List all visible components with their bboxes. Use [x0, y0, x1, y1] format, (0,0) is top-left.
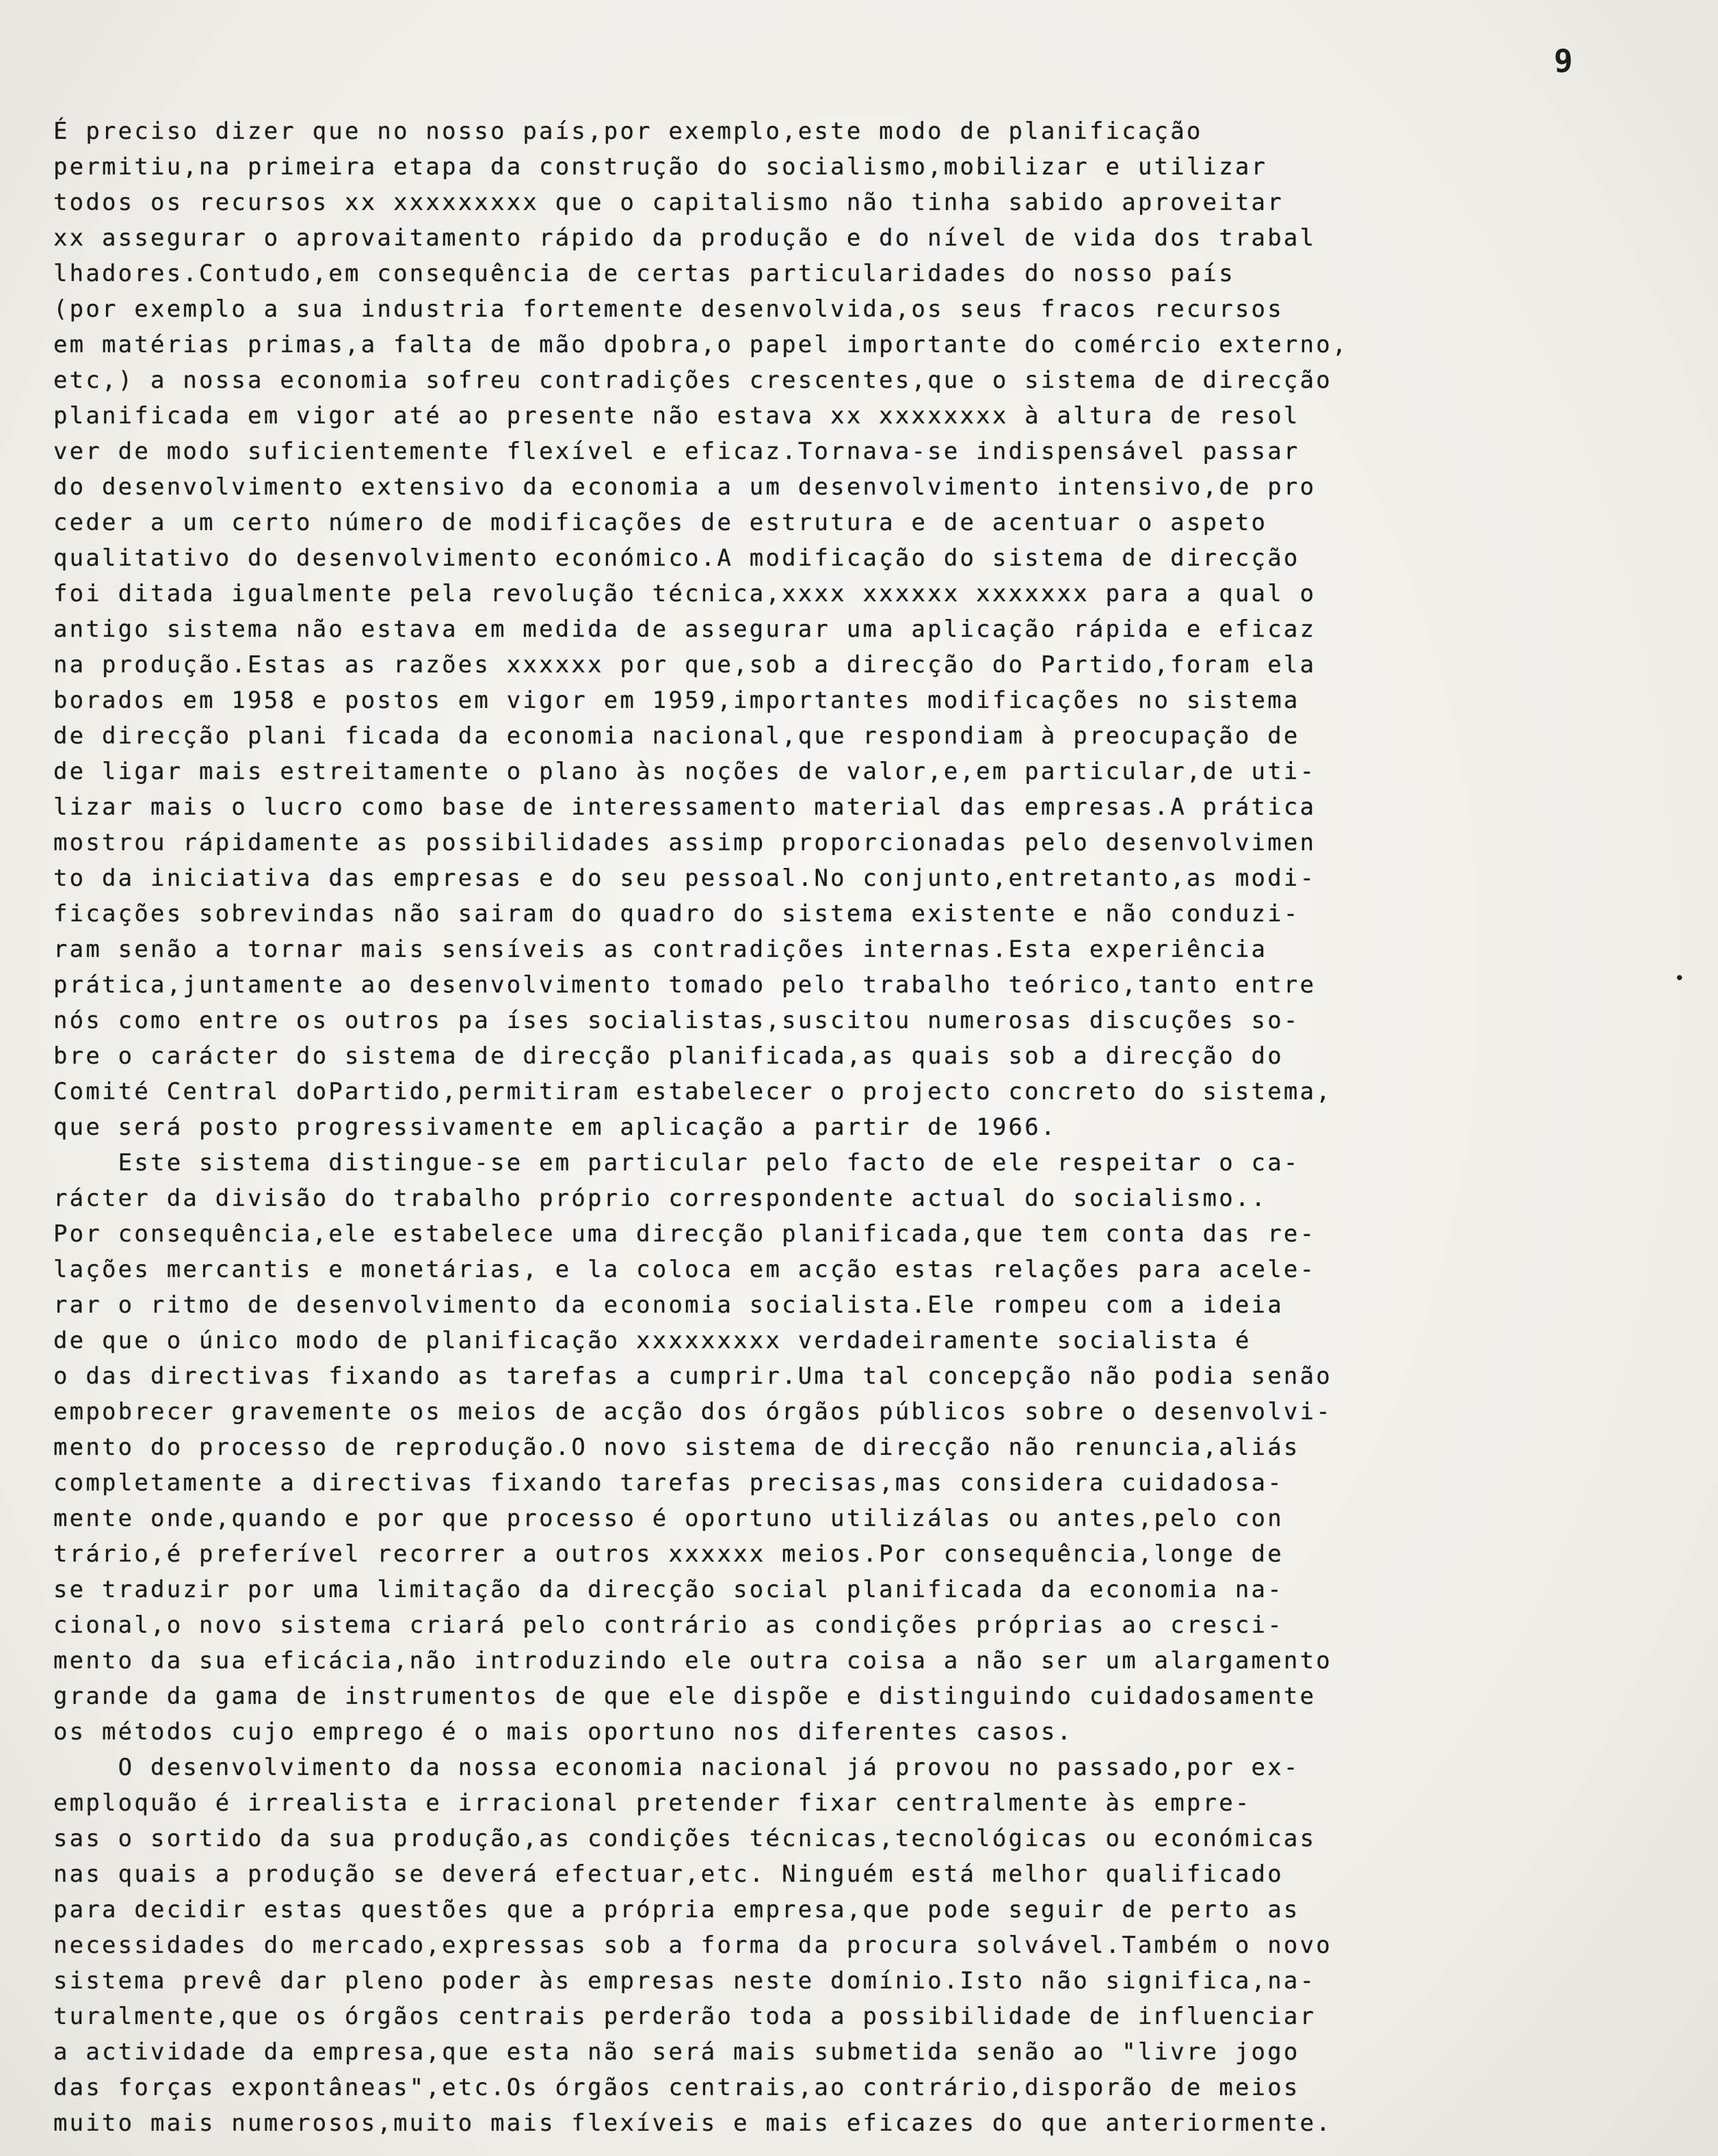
text-line: lhadores.Contudo,em consequência de certas particularidades do nosso país	[53, 260, 1235, 287]
margin-mark: •	[1674, 969, 1685, 989]
text-line: rar o ritmo de desenvolvimento da economia socialista.Ele rompeu com a ideia	[53, 1291, 1284, 1319]
text-line: mento da sua eficácia,não introduzindo ele outra coisa a não ser um alargamento	[53, 1647, 1332, 1674]
text-line: Comité Central doPartido,permitiram estabelecer o projecto concreto do sistema,	[53, 1078, 1332, 1105]
text-line: os métodos cujo emprego é o mais oportuno nos diferentes casos.	[53, 1718, 1074, 1746]
text-line: de que o único modo de planificação xxxxxxxxx verdadeiramente socialista é	[53, 1327, 1252, 1354]
text-line: bre o carácter do sistema de direcção planificada,as quais sob a direcção do	[53, 1042, 1284, 1070]
text-line: turalmente,que os órgãos centrais perderão toda a possibilidade de influenciar	[53, 2003, 1317, 2030]
text-line: na produção.Estas as razões xxxxxx por que,sob a direcção do Partido,foram ela	[53, 651, 1317, 679]
text-line: qualitativo do desenvolvimento económico.A modificação do sistema de direcção	[53, 544, 1300, 572]
text-line: a actividade da empresa,que esta não será mais submetida senão ao "livre jogo	[53, 2038, 1300, 2066]
text-line: de ligar mais estreitamente o plano às noções de valor,e,em particular,de uti-	[53, 758, 1317, 785]
text-line: do desenvolvimento extensivo da economia a um desenvolvimento intensivo,de pro	[53, 473, 1317, 501]
text-line: para decidir estas questões que a própria empresa,que pode seguir de perto as	[53, 1896, 1300, 1923]
text-line: trário,é preferível recorrer a outros xxxxxx meios.Por consequência,longe de	[53, 1540, 1284, 1568]
text-line: de direcção plani ficada da economia nacional,que respondiam à preocupação de	[53, 722, 1300, 750]
text-line: Por consequência,ele estabelece uma direcção planificada,que tem conta das re-	[53, 1220, 1317, 1248]
text-line: É preciso dizer que no nosso país,por exemplo,este modo de planificação	[53, 118, 1203, 145]
text-line: necessidades do mercado,expressas sob a forma da procura solvável.Também o novo	[53, 1932, 1332, 1959]
text-line: planificada em vigor até ao presente não estava xx xxxxxxxx à altura de resol	[53, 402, 1300, 430]
text-line: empobrecer gravemente os meios de acção dos órgãos públicos sobre o desenvolvi-	[53, 1398, 1332, 1425]
text-line: mente onde,quando e por que processo é oportuno utilizálas ou antes,pelo con	[53, 1505, 1284, 1532]
text-line: permitiu,na primeira etapa da construção do socialismo,mobilizar e utilizar	[53, 153, 1268, 181]
text-line: rácter da divisão do trabalho próprio correspondente actual do socialismo..	[53, 1185, 1268, 1212]
text-line: ram senão a tornar mais sensíveis as contradições internas.Esta experiência	[53, 936, 1268, 963]
page-number: 9	[1554, 42, 1573, 79]
text-line: ver de modo suficientemente flexível e eficaz.Tornava-se indispensável passar	[53, 438, 1300, 465]
text-line: sas o sortido da sua produção,as condições técnicas,tecnológicas ou económicas	[53, 1825, 1317, 1852]
text-line: to da iniciativa das empresas e do seu pessoal.No conjunto,entretanto,as modi-	[53, 865, 1317, 892]
text-line: foi ditada igualmente pela revolução técnica,xxxx xxxxxx xxxxxxx para a qual o	[53, 580, 1317, 607]
text-line: das forças expontâneas",etc.Os órgãos centrais,ao contrário,disporão de meios	[53, 2074, 1300, 2101]
text-line: lações mercantis e monetárias, e la coloca em acção estas relações para acele-	[53, 1256, 1317, 1283]
text-line: grande da gama de instrumentos de que ele dispõe e distinguindo cuidadosamente	[53, 1683, 1317, 1710]
text-line: antigo sistema não estava em medida de assegurar uma aplicação rápida e eficaz	[53, 616, 1317, 643]
text-line: o das directivas fixando as tarefas a cumprir.Uma tal concepção não podia senão	[53, 1363, 1332, 1390]
text-line: mostrou rápidamente as possibilidades assimp proporcionadas pelo desenvolvimen	[53, 829, 1317, 856]
text-line: todos os recursos xx xxxxxxxxx que o capitalismo não tinha sabido aproveitar	[53, 189, 1284, 216]
text-line: Este sistema distingue-se em particular pelo facto de ele respeitar o ca-	[53, 1149, 1300, 1176]
text-line: lizar mais o lucro como base de interessamento material das empresas.A prática	[53, 793, 1317, 821]
text-line: O desenvolvimento da nossa economia nacional já provou no passado,por ex-	[53, 1754, 1300, 1781]
text-line: prática,juntamente ao desenvolvimento tomado pelo trabalho teórico,tanto entre	[53, 971, 1317, 999]
text-line: ceder a um certo número de modificações de estrutura e de acentuar o aspeto	[53, 509, 1268, 536]
text-line: em matérias primas,a falta de mão dpobra,o papel importante do comércio externo,	[53, 331, 1349, 358]
text-line: muito mais numerosos,muito mais flexíveis e mais eficazes do que anteriormente.	[53, 2109, 1332, 2137]
text-line: emploquão é irrealista e irracional pretender fixar centralmente às empre-	[53, 1789, 1252, 1817]
text-line: borados em 1958 e postos em vigor em 1959,importantes modificações no sistema	[53, 687, 1300, 714]
text-line: completamente a directivas fixando tarefas precisas,mas considera cuidadosa-	[53, 1469, 1284, 1497]
typed-text-body	[53, 114, 1681, 2141]
text-line: se traduzir por uma limitação da direcção social planificada da economia na-	[53, 1576, 1284, 1603]
text-line: cional,o novo sistema criará pelo contrário as condições próprias ao cresci-	[53, 1612, 1284, 1639]
text-line: etc,) a nossa economia sofreu contradições crescentes,que o sistema de direcção	[53, 367, 1332, 394]
text-line: nós como entre os outros pa íses socialistas,suscitou numerosas discuções so-	[53, 1007, 1300, 1034]
text-line: xx assegurar o aprovaitamento rápido da produção e do nível de vida dos trabal	[53, 224, 1317, 252]
text-line: nas quais a produção se deverá efectuar,etc. Ninguém está melhor qualificado	[53, 1861, 1284, 1888]
text-line: ficações sobrevindas não sairam do quadro do sistema existente e não conduzi-	[53, 900, 1300, 928]
text-line: mento do processo de reprodução.O novo sistema de direcção não renuncia,aliás	[53, 1434, 1300, 1461]
text-line: que será posto progressivamente em aplicação a partir de 1966.	[53, 1114, 1057, 1141]
text-line: sistema prevê dar pleno poder às empresas neste domínio.Isto não significa,na-	[53, 1967, 1317, 1995]
text-line: (por exemplo a sua industria fortemente desenvolvida,os seus fracos recursos	[53, 295, 1284, 323]
